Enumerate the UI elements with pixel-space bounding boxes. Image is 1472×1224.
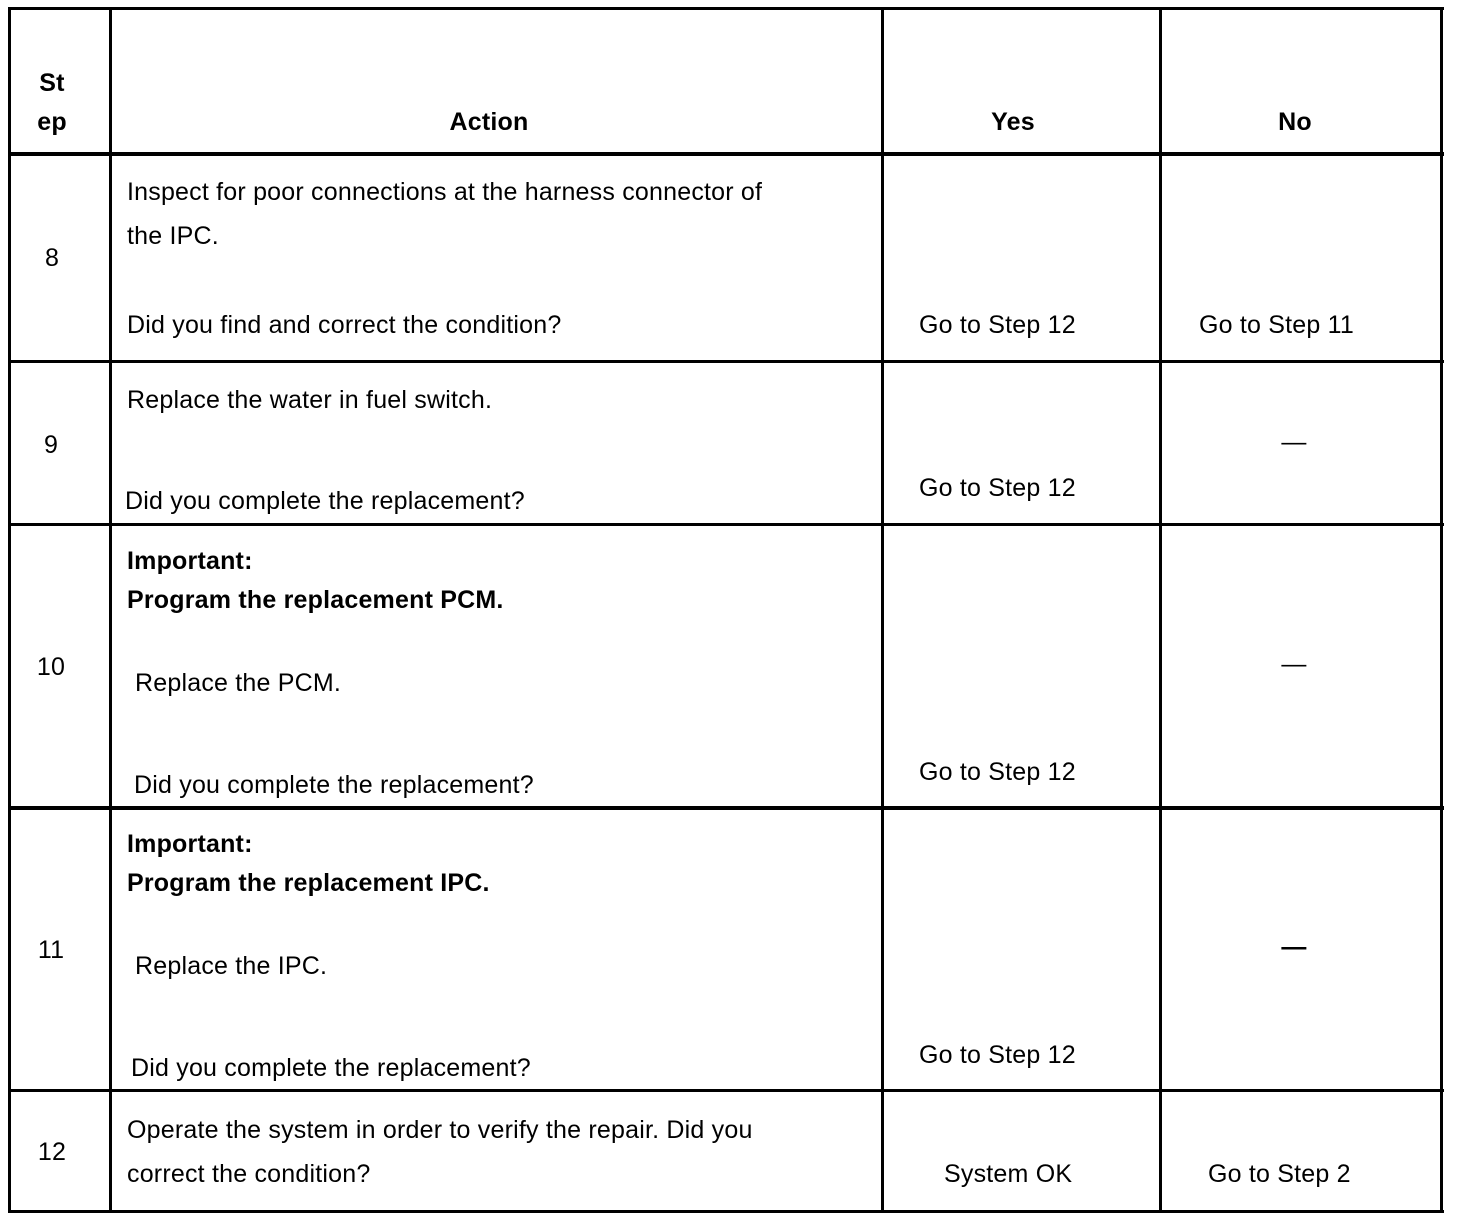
column-divider <box>881 7 884 1213</box>
no-result: — <box>1281 650 1307 678</box>
yes-result: Go to Step 12 <box>919 311 1076 339</box>
action-question: Did you complete the replacement? <box>131 1054 531 1082</box>
column-divider <box>109 7 112 1213</box>
header-no: No <box>1278 108 1312 136</box>
important-label: Important: <box>127 547 253 575</box>
action-question: Did you complete the replacement? <box>134 771 534 799</box>
step-number: 10 <box>36 653 66 681</box>
table-border-right <box>1440 7 1443 1213</box>
row-divider <box>8 523 1444 526</box>
no-result: — <box>1281 428 1307 456</box>
header-yes: Yes <box>991 108 1035 136</box>
row-divider <box>8 806 1444 810</box>
action-text: Inspect for poor connections at the harness connector of <box>127 178 763 206</box>
yes-result: Go to Step 12 <box>919 474 1076 502</box>
action-question: Did you find and correct the condition? <box>127 311 562 339</box>
yes-result: System OK <box>944 1160 1073 1188</box>
important-label: Important: <box>127 830 253 858</box>
no-result: Go to Step 2 <box>1208 1160 1351 1188</box>
no-result: Go to Step 11 <box>1199 311 1355 339</box>
step-number: 8 <box>44 244 60 272</box>
important-note: Program the replacement PCM. <box>127 586 504 614</box>
action-text: Operate the system in order to verify the repair. Did you <box>127 1116 753 1144</box>
step-number: 11 <box>37 936 65 964</box>
table-border-bottom <box>8 1210 1444 1213</box>
header-step-line1: St <box>39 69 65 97</box>
step-number: 12 <box>37 1138 67 1166</box>
column-divider <box>1159 7 1162 1213</box>
important-note: Program the replacement IPC. <box>127 869 490 897</box>
table-border-left <box>8 7 11 1213</box>
step-number: 9 <box>43 431 59 459</box>
action-text: Replace the IPC. <box>135 952 328 980</box>
yes-result: Go to Step 12 <box>919 758 1076 786</box>
action-text: the IPC. <box>127 222 219 250</box>
action-text: Replace the PCM. <box>135 669 342 697</box>
no-result: — <box>1281 933 1307 961</box>
row-divider <box>8 360 1444 363</box>
row-divider <box>8 1089 1444 1092</box>
yes-result: Go to Step 12 <box>919 1041 1076 1069</box>
table-border-top <box>8 7 1444 10</box>
header-step-line2: ep <box>37 108 67 136</box>
header-action: Action <box>449 108 529 136</box>
action-text: Replace the water in fuel switch. <box>127 386 493 414</box>
action-question: Did you complete the replacement? <box>125 487 525 515</box>
action-text: correct the condition? <box>127 1160 371 1188</box>
header-divider <box>8 152 1444 156</box>
